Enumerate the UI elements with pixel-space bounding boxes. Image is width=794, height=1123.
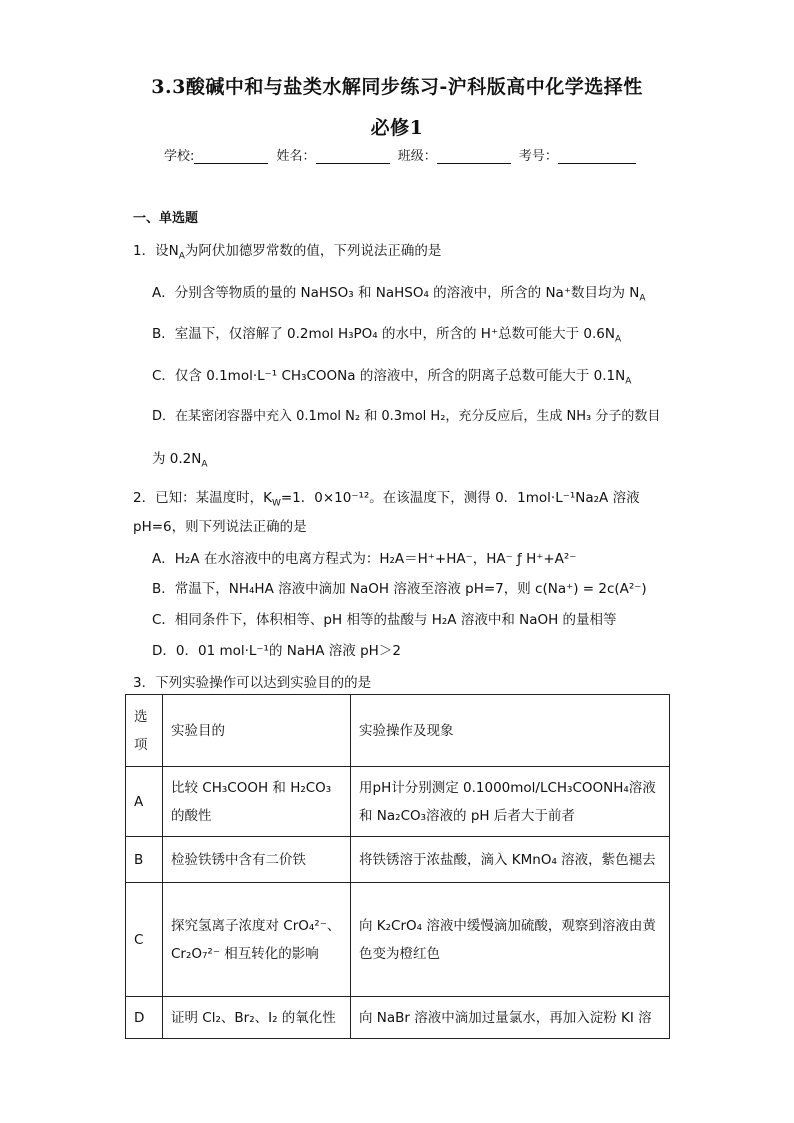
class-blank[interactable] (437, 149, 511, 164)
q3-stem: 3．下列实验操作可以达到实验目的的是 (133, 675, 372, 691)
q2-option-a: A．H₂A 在水溶液中的电离方程式为：H₂A＝H⁺+HA⁻，HA⁻ ƒ H⁺+A²⁻ (152, 551, 577, 567)
q1-option-d-line2-text: 为 0.2N (152, 451, 202, 467)
header-option: 选项 (126, 695, 163, 767)
q1-option-d-line1: D．在某密闭容器中充入 0.1mol N₂ 和 0.3mol H₂，充分反应后，生成 NH₃ 分子的数目 (152, 409, 661, 424)
q1-option-b (152, 322, 621, 345)
exam-no-blank[interactable] (558, 149, 636, 164)
q1-stem-prefix: 1．设 (133, 243, 169, 259)
q1-option-c-text: C．仅含 0.1mol·L⁻¹ CH₃COONa 的溶液中，所含的阴离子总数可能大于 0.1N (152, 368, 626, 384)
q2-option-c: C．相同条件下，体积相等、pH 相等的盐酸与 H₂A 溶液中和 NaOH 的量相等 (152, 612, 617, 628)
q1-option-a-text: A．分别含等物质的量的 NaHSO₃ 和 NaHSO₄ 的溶液中，所含的 Na⁺数目均为 N (152, 285, 640, 301)
section-heading: 一、单选题 (133, 211, 199, 226)
row-c-operation: 向 K₂CrO₄ 溶液中缓慢滴加硫酸，观察到溶液由黄色变为橙红色 (351, 883, 670, 997)
q2-stem-prefix: 2．已知：某温度时，K (133, 490, 272, 506)
page-title-line2: 必修1 (370, 117, 424, 139)
q1-stem-rest: 为阿伏加德罗常数的值，下列说法正确的是 (184, 243, 442, 259)
q1-option-d-line2 (152, 447, 208, 470)
table-row (126, 767, 670, 837)
row-d-operation: 向 NaBr 溶液中滴加过量氯水，再加入淀粉 KI 溶 (351, 997, 670, 1039)
q1-option-b-sub: A (614, 334, 622, 345)
q1-option-c-sub: A (625, 376, 632, 387)
page-title-line1: 3.3酸碱中和与盐类水解同步练习-沪科版高中化学选择性 (151, 76, 643, 98)
row-c-purpose: 探究氢离子浓度对 CrO₄²⁻、Cr₂O₇²⁻ 相互转化的影响 (163, 883, 351, 997)
q1-na-symbol: N (168, 243, 179, 259)
school-blank[interactable] (194, 149, 268, 164)
row-c-option: C (126, 883, 163, 997)
header-purpose: 实验目的 (163, 695, 351, 767)
row-b-purpose: 检验铁锈中含有二价铁 (163, 837, 351, 883)
name-label: 姓名： (276, 149, 316, 164)
q1-option-a-sub: A (639, 293, 646, 304)
class-label: 班级： (397, 149, 437, 164)
row-a-operation: 用pH计分别测定 0.1000mol/LCH₃COONH₄溶液和 Na₂CO₃溶液的 pH 后者大于前者 (351, 767, 670, 837)
q2-stem-line2: pH=6，则下列说法正确的是 (133, 519, 307, 535)
table-row (126, 883, 670, 997)
student-info-line (164, 145, 640, 164)
experiment-table (125, 694, 670, 1039)
q1-option-b-text: B．室温下，仅溶解了 0.2mol H₃PO₄ 的水中，所含的 H⁺总数可能大于 0.6N (152, 326, 615, 342)
q2-option-d: D．0．01 mol·L⁻¹的 NaHA 溶液 pH＞2 (152, 643, 401, 659)
school-label: 学校: (164, 149, 195, 164)
header-operation: 实验操作及现象 (351, 695, 670, 767)
row-d-purpose: 证明 Cl₂、Br₂、I₂ 的氧化性 (163, 997, 351, 1039)
q1-option-c (152, 364, 631, 387)
exam-no-label: 考号： (518, 149, 558, 164)
name-blank[interactable] (316, 149, 390, 164)
q1-option-d-sub: A (201, 459, 208, 470)
q2-kw-sub: W (271, 498, 281, 509)
q2-option-b: B．常温下，NH₄HA 溶液中滴加 NaOH 溶液至溶液 pH=7，则 c(Na⁺) = 2c(A²⁻) (152, 581, 647, 597)
table-row (126, 837, 670, 883)
row-a-purpose: 比较 CH₃COOH 和 H₂CO₃ 的酸性 (163, 767, 351, 837)
row-b-operation: 将铁锈溶于浓盐酸，滴入 KMnO₄ 溶液，紫色褪去 (351, 837, 670, 883)
table-header-row (126, 695, 670, 767)
row-b-option: B (126, 837, 163, 883)
q1-option-a (152, 281, 646, 304)
q2-stem-rest: =1．0×10⁻¹²。在该温度下，测得 0．1mol·L⁻¹Na₂A 溶液 (280, 490, 640, 506)
row-a-option: A (126, 767, 163, 837)
row-d-option: D (126, 997, 163, 1039)
q1-na-sub: A (178, 251, 185, 262)
table-row (126, 997, 670, 1039)
q2-stem-line1 (133, 486, 640, 509)
q1-stem (133, 239, 441, 262)
